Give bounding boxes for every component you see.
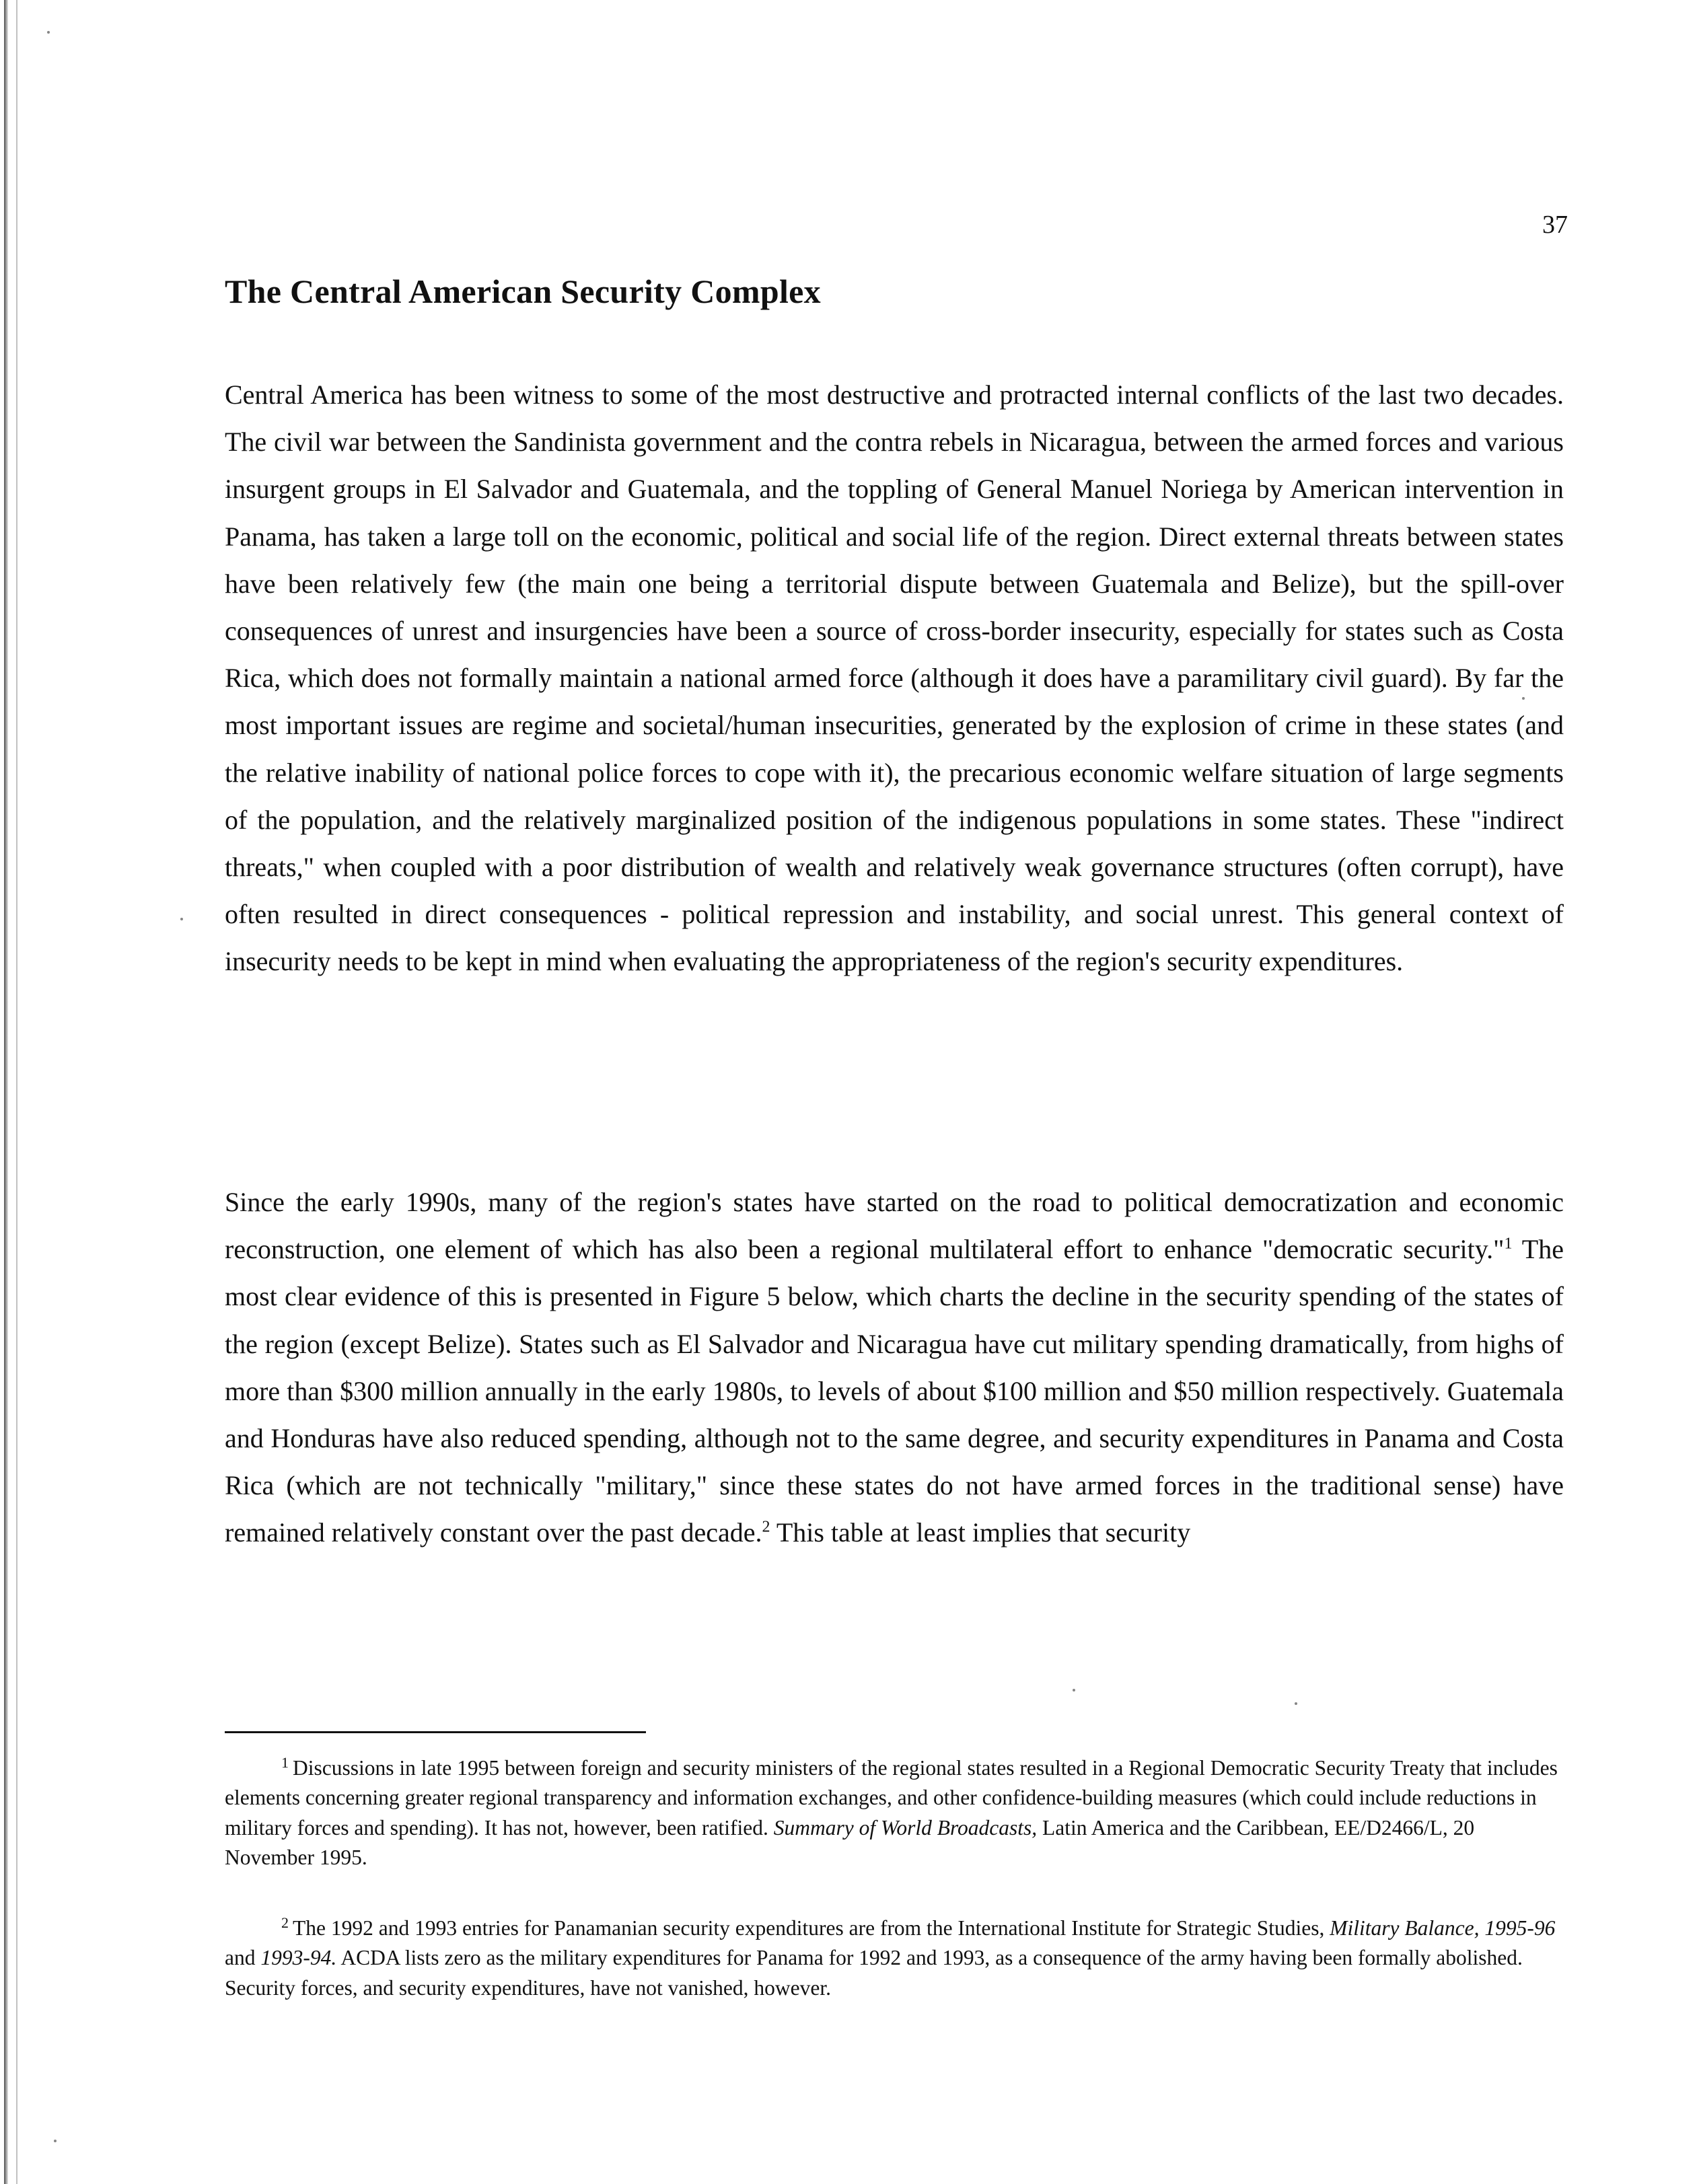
- section-heading: The Central American Security Complex: [225, 272, 821, 310]
- scan-speck: [1522, 697, 1525, 700]
- paragraph-2-text-b: The most clear evidence of this is presented in Figure 5 below, which charts the decline in the security spending of the states of the region (except Belize). States such as El Salvador and Nicaragua have cut military spending dramatically, from highs of more than $300 million annually in the early 1980s, to levels of about $100 million and $50 million respectively. Guatemala and Honduras have also reduced spending, although not to the same degree, and security expenditures in Panama and Costa Rica (which are not technically "military," since these states do not have armed forces in the traditional sense) have remained relatively constant over the past decade.: [225, 1234, 1564, 1548]
- body-paragraph-1: Central America has been witness to some of the most destructive and protracted internal conflicts of the last two decades. The civil war between the Sandinista government and the contra rebels in Nicaragua, between the armed forces and various insurgent groups in El Salvador and Guatemala, and the toppling of General Manuel Noriega by American intervention in Panama, has taken a large toll on the economic, political and social life of the region. Direct external threats between states have been relatively few (the main one being a territorial dispute between Guatemala and Belize), but the spill-over consequences of unrest and insurgencies have been a source of cross-border insecurity, especially for states such as Costa Rica, which does not formally maintain a national armed force (although it does have a paramilitary civil guard). By far the most important issues are regime and societal/human insecurities, generated by the explosion of crime in these states (and the relative inability of national police forces to cope with it), the precarious economic welfare situation of large segments of the population, and the relatively marginalized position of the indigenous populations in some states. These "indirect threats," when coupled with a poor distribution of wealth and relatively weak governance structures (often corrupt), have often resulted in direct consequences - political repression and instability, and social unrest. This general context of insecurity needs to be kept in mind when evaluating the appropriateness of the region's security expenditures.: [225, 379, 1564, 977]
- footnote-1-mark: 1: [281, 1753, 289, 1771]
- scan-binding-edge: [4, 0, 8, 2184]
- footnote-2: [225, 1914, 1564, 2003]
- footnote-2-mark: 2: [281, 1914, 289, 1931]
- scan-speck: [54, 2140, 57, 2142]
- scan-speck: [1073, 1689, 1075, 1691]
- footnote-reference-1: 1: [1504, 1235, 1513, 1253]
- footnote-1-text-b: Latin America and the Caribbean, EE/D2466/L, 20 November 1995.: [225, 1815, 1475, 1870]
- footnote-1-source-title: Summary of World Broadcasts,: [773, 1815, 1038, 1840]
- footnote-2-text-mid: and: [225, 1946, 261, 1970]
- scan-speck: [180, 918, 183, 920]
- paragraph-2-text-c: This table at least implies that security: [770, 1517, 1191, 1548]
- paragraph-2-text-a: Since the early 1990s, many of the region's states have started on the road to political democratization and economic reconstruction, one element of which has also been a regional multilateral effort to enhance "democratic security.": [225, 1187, 1564, 1265]
- scan-speck: [1295, 1702, 1297, 1705]
- page-number: 37: [1542, 211, 1568, 239]
- scan-binding-line: [16, 0, 17, 2184]
- footnote-1: [225, 1753, 1564, 1873]
- footnote-2-text-a: The 1992 and 1993 entries for Panamanian security expenditures are from the International Institute for Strategic Studies,: [293, 1916, 1330, 1940]
- body-paragraph-2: [225, 1179, 1564, 1557]
- footnote-2-source-edition: 1993-94.: [260, 1946, 337, 1970]
- footnote-2-source-title: Military Balance, 1995-96: [1330, 1916, 1556, 1940]
- scan-speck: [47, 31, 50, 34]
- footnote-separator: [225, 1731, 646, 1733]
- footnote-reference-2: 2: [762, 1519, 770, 1537]
- footnote-1-text-a: Discussions in late 1995 between foreign and security ministers of the regional states resulted in a Regional Democratic Security Treaty that includes elements concerning greater regional transparency and information exchanges, and other confidence-building measures (which could include reductions in military forces and spending). It has not, however, been ratified.: [225, 1756, 1558, 1840]
- footnote-2-text-b: ACDA lists zero as the military expenditures for Panama for 1992 and 1993, as a consequence of the army having been formally abolished. Security forces, and security expenditures, have not vanished, however.: [225, 1946, 1523, 2000]
